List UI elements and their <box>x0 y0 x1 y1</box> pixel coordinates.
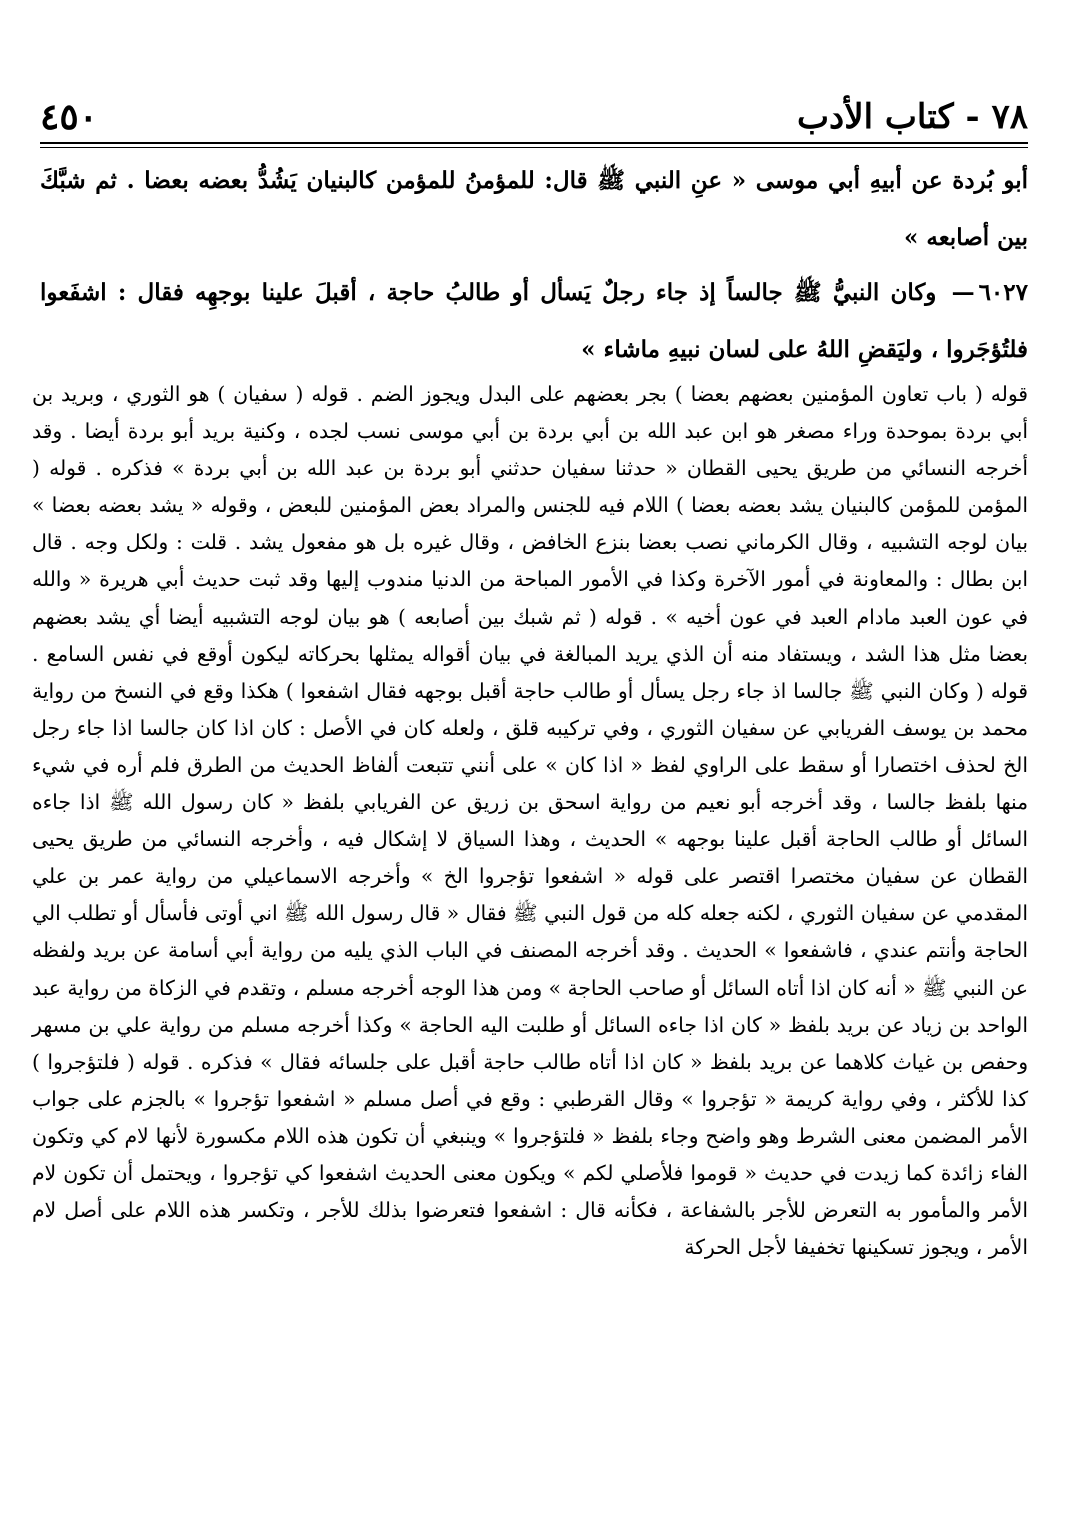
running-title: ٧٨ - كتاب الأدب <box>797 97 1028 137</box>
hadith-number: ٦٠٢٧ <box>978 279 1028 306</box>
hadith-6027 <box>40 264 1028 378</box>
page-number: ٤٥٠ <box>40 96 99 138</box>
page-header <box>40 92 1028 142</box>
hadith-text: وكان النبيُّ ﷺ جالساً إذ جاء رجلٌ يَسأل أو طالبُ حاجة ، أقبلَ علينا بوجهِه فقال : اشفَعوا فلتُؤجَروا ، وليَقضِ اللهُ على لسان نبيهِ ماشاء » <box>40 279 1028 363</box>
commentary-block <box>32 376 1028 1266</box>
hadith-text: أبو بُردة عن أبيهِ أبي موسى « عنِ النبي ﷺ قال: للمؤمنُ للمؤمن كالبنيان يَشُدُّ بعضه بعضا . ثم شبَّكَ بين أصابعه » <box>40 167 1028 251</box>
header-rule <box>40 142 1028 144</box>
commentary-paragraph: قوله ( باب تعاون المؤمنين بعضهم بعضا ) بجر بعضهم على البدل ويجوز الضم . قوله ( سفيان ) هو الثوري ، وبريد بن أبي بردة بموحدة وراء مصغر هو ابن عبد الله بن أبي بردة بن أبي موسى نسب لجده ، وكنية بريد أبو بردة أيضا . وقد أخرجه النسائي من طريق يحيى القطان « حدثنا سفيان حدثني أبو بردة بن عبد الله بن أبي بردة » فذكره . قوله ( المؤمن للمؤمن كالبنيان يشد بعضه بعضا ) اللام فيه للجنس والمراد بعض المؤمنين للبعض ، وقوله « يشد بعضه بعضا » بيان لوجه التشبيه ، وقال الكرماني نصب بعضا بنزع الخافض ، وقال غيره بل هو مفعول يشد . قلت : ولكل وجه . قال ابن بطال : والمعاونة في أمور الآخرة وكذا في الأمور المباحة من الدنيا مندوب إليها وقد ثبت حديث أبي هريرة « والله في عون العبد مادام العبد في عون أخيه » . قوله ( ثم شبك بين أصابعه ) هو بيان لوجه التشبيه أيضا أي يشد بعضهم بعضا مثل هذا الشد ، ويستفاد منه أن الذي يريد المبالغة في بيان أقواله يمثلها بحركاته ليكون أوقع في نفس السامع . قوله ( وكان النبي ﷺ جالسا اذ جاء رجل يسأل أو طالب حاجة أقبل بوجهه فقال اشفعوا ) هكذا وقع في النسخ من رواية محمد بن يوسف الفريابي عن سفيان الثوري ، وفي تركيبه قلق ، ولعله كان في الأصل : كان اذا كان جالسا اذا جاء رجل الخ لحذف اختصارا أو سقط على الراوي لفظ « اذا كان » على أنني تتبعت ألفاظ الحديث من الطرق فلم أره في شيء منها بلفظ جالسا ، وقد أخرجه أبو نعيم من رواية اسحق بن زريق عن الفريابي بلفظ « كان رسول الله ﷺ اذا جاءه السائل أو طالب الحاجة أقبل علينا بوجهه » الحديث ، وهذا السياق لا إشكال فيه ، وأخرجه النسائي من طريق يحيى القطان عن سفيان مختصرا اقتصر على قوله « اشفعوا تؤجروا الخ » وأخرجه الاسماعيلي من رواية عمر بن علي المقدمي عن سفيان الثوري ، لكنه جعله كله من قول النبي ﷺ فقال « قال رسول الله ﷺ اني أوتى فأسأل أو تطلب الي الحاجة وأنتم عندي ، فاشفعوا » الحديث . وقد أخرجه المصنف في الباب الذي يليه من رواية أبي أسامة عن بريد ولفظه عن النبي ﷺ « أنه كان اذا أتاه السائل أو صاحب الحاجة » ومن هذا الوجه أخرجه مسلم ، وتقدم في الزكاة من رواية عبد الواحد بن زياد عن بريد بلفظ « كان اذا جاءه السائل أو طلبت اليه الحاجة » وكذا أخرجه مسلم من رواية علي بن مسهر وحفص بن غياث كلاهما عن بريد بلفظ « كان اذا أتاه طالب حاجة أقبل على جلسائه فقال » فذكره . قوله ( فلتؤجروا ) كذا للأكثر ، وفي رواية كريمة « تؤجروا » وقال القرطبي : وقع في أصل مسلم « اشفعوا تؤجروا » بالجزم على جواب الأمر المضمن معنى الشرط وهو واضح وجاء بلفظ « فلتؤجروا » وينبغي أن تكون هذه اللام مكسورة لأنها لام كي وتكون الفاء زائدة كما زيدت في حديث « قوموا فلأصلي لكم » ويكون معنى الحديث اشفعوا كي تؤجروا ، ويحتمل أن تكون لام الأمر والمأمور به التعرض للأجر بالشفاعة ، فكأنه قال : اشفعوا فتعرضوا بذلك للأجر ، وتكسر هذه اللام على أصل لام الأمر ، ويجوز تسكينها تخفيفا لأجل الحركة <box>32 382 1028 1260</box>
hadith-text-continued <box>40 152 1028 266</box>
hadith-dash: — <box>951 279 975 306</box>
